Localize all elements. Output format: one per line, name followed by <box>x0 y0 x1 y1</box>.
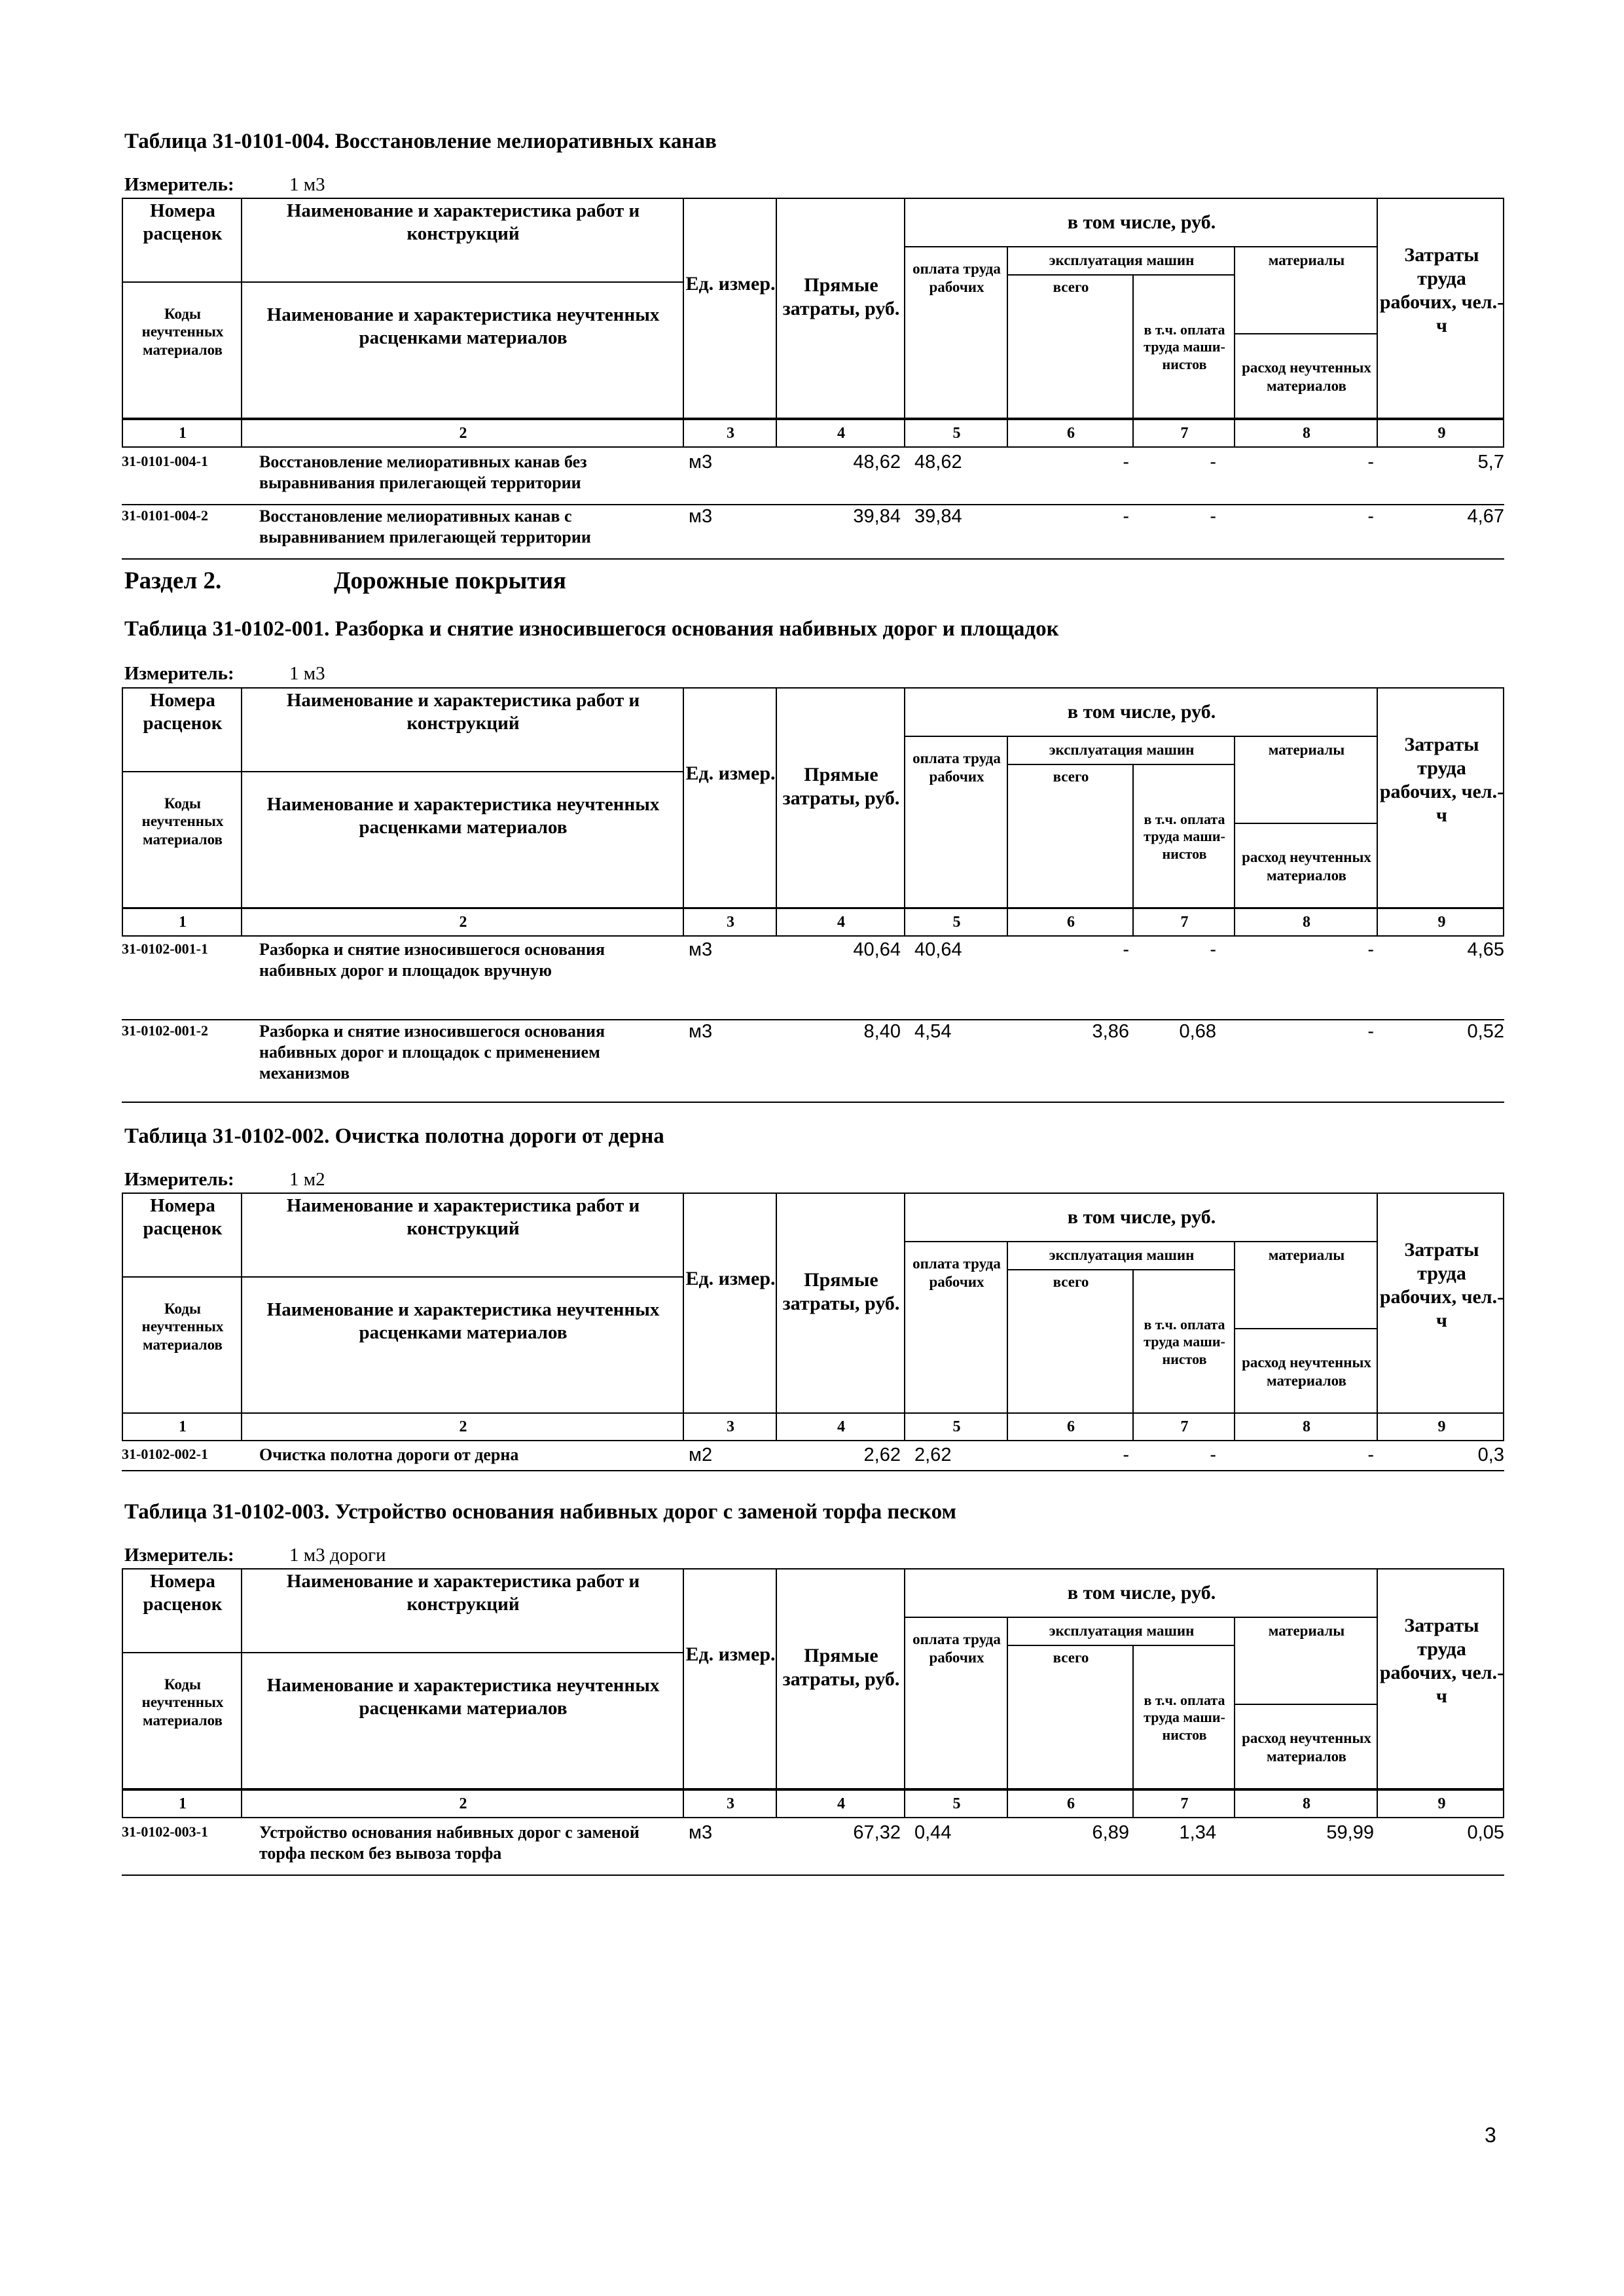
measure-value: 1 м3 дороги <box>289 1545 386 1566</box>
header-materialy: материалы <box>1268 1622 1345 1639</box>
column-number: 8 <box>1303 913 1310 931</box>
header-naim-neuch: Наименование и характеристика неучтенных расценками материалов <box>266 304 660 348</box>
measure-value: 1 м2 <box>289 1169 325 1190</box>
row-direct-cost: 40,64 <box>853 939 901 960</box>
header-ed: Ед. измер. <box>685 273 776 295</box>
column-number: 5 <box>952 913 961 931</box>
column-number: 8 <box>1303 1418 1310 1435</box>
row-direct-cost: 48,62 <box>853 452 901 473</box>
column-number: 1 <box>179 1795 187 1812</box>
row-labor-cost: 0,44 <box>914 1822 952 1843</box>
column-number: 6 <box>1067 424 1075 442</box>
header-rashod: расход неучтенных материалов <box>1242 359 1371 394</box>
row-direct-cost: 8,40 <box>863 1021 901 1042</box>
row-materials: - <box>1367 452 1374 473</box>
row-machinist-labor: - <box>1210 939 1216 960</box>
row-code: 31-0102-002-1 <box>122 1446 208 1462</box>
row-labor-cost: 40,64 <box>914 939 962 960</box>
column-number: 9 <box>1437 1795 1446 1812</box>
header-vtch: в т.ч. оплата труда маши- нистов <box>1144 321 1225 372</box>
page-number: 3 <box>1485 2123 1496 2147</box>
measure-line <box>124 663 583 685</box>
header-oplata: оплата труда рабочих <box>912 260 1001 295</box>
column-number: 2 <box>459 1795 467 1812</box>
header-ed: Ед. измер. <box>685 762 776 784</box>
column-number: 7 <box>1180 913 1189 931</box>
table-header <box>122 687 1504 908</box>
row-separator <box>122 504 1504 505</box>
column-number: 7 <box>1180 1418 1189 1435</box>
measure-line <box>124 1545 583 1566</box>
header-rashod: расход неучтенных материалов <box>1242 1354 1371 1389</box>
header-nomera: Номера расценок <box>143 1195 223 1239</box>
header-naim-neuch: Наименование и характеристика неучтенных расценками материалов <box>266 1299 660 1343</box>
measure-label: Измеритель: <box>124 663 234 684</box>
row-machinist-labor: 0,68 <box>1179 1021 1216 1042</box>
row-materials: - <box>1367 1021 1374 1042</box>
column-number: 2 <box>459 913 467 931</box>
header-v-tom: в том числе, руб. <box>1067 1582 1216 1604</box>
column-number: 3 <box>727 913 734 931</box>
row-separator <box>122 1102 1504 1103</box>
column-number: 9 <box>1437 1418 1446 1435</box>
row-machine-cost: 6,89 <box>1092 1822 1129 1843</box>
header-oplata: оплата труда рабочих <box>912 750 1001 785</box>
row-name: Восстановление мелиоративных канав без выравнивания прилегающей территории <box>259 452 587 493</box>
row-code: 31-0101-004-1 <box>122 453 208 469</box>
row-machinist-labor: - <box>1210 506 1216 527</box>
header-oplata: оплата труда рабочих <box>912 1255 1001 1290</box>
row-machine-cost: - <box>1123 452 1129 473</box>
row-machine-cost: - <box>1123 939 1129 960</box>
row-name: Разборка и снятие износившегося основания набивных дорог и площадок с применением механизмов <box>259 1022 605 1083</box>
header-nomera: Номера расценок <box>143 200 223 244</box>
column-number: 4 <box>837 1418 845 1435</box>
table-row <box>0 506 1624 558</box>
column-number: 5 <box>952 1795 961 1812</box>
row-separator <box>122 558 1504 560</box>
row-unit: м3 <box>689 506 713 527</box>
column-number-row <box>122 1412 1504 1441</box>
header-zatraty: Затраты труда рабочих, чел.-ч <box>1379 734 1504 826</box>
header-vtch: в т.ч. оплата труда маши- нистов <box>1144 1316 1225 1367</box>
header-rashod: расход неучтенных материалов <box>1242 848 1371 884</box>
row-separator <box>122 1019 1504 1020</box>
row-labor-hours: 4,67 <box>1467 506 1504 527</box>
column-number: 2 <box>459 1418 467 1435</box>
header-ed: Ед. измер. <box>685 1268 776 1289</box>
row-materials: - <box>1367 506 1374 527</box>
header-ekspl: эксплуатация машин <box>1049 1246 1195 1263</box>
column-number: 1 <box>179 1418 187 1435</box>
header-kody: Коды неучтенных материалов <box>141 1676 224 1729</box>
row-separator <box>122 1470 1504 1471</box>
row-machine-cost: - <box>1123 1444 1129 1465</box>
table-title: Таблица 31-0102-001. Разборка и снятие износившегося основания набивных дорог и площадок <box>124 617 1059 641</box>
column-number: 5 <box>952 1418 961 1435</box>
row-name: Разборка и снятие износившегося основания набивных дорог и площадок вручную <box>259 940 605 980</box>
column-number: 7 <box>1180 1795 1189 1812</box>
header-oplata: оплата труда рабочих <box>912 1631 1001 1666</box>
measure-label: Измеритель: <box>124 1169 234 1190</box>
column-number: 8 <box>1303 1795 1310 1812</box>
row-direct-cost: 2,62 <box>863 1444 901 1465</box>
row-name: Очистка полотна дороги от дерна <box>259 1445 519 1464</box>
header-rashod: расход неучтенных материалов <box>1242 1729 1371 1765</box>
column-number: 9 <box>1437 424 1446 442</box>
header-vsego: всего <box>1053 1649 1089 1666</box>
header-vtch: в т.ч. оплата труда маши- нистов <box>1144 810 1225 862</box>
row-name: Восстановление мелиоративных канав с выравниванием прилегающей территории <box>259 507 591 547</box>
row-machine-cost: 3,86 <box>1092 1021 1129 1042</box>
row-machinist-labor: 1,34 <box>1179 1822 1216 1843</box>
header-vsego: всего <box>1053 768 1089 785</box>
header-naim-neuch: Наименование и характеристика неучтенных расценками материалов <box>266 1675 660 1719</box>
row-materials: - <box>1367 1444 1374 1465</box>
table-row <box>0 1822 1624 1874</box>
row-unit: м3 <box>689 1021 713 1042</box>
column-number: 6 <box>1067 1795 1075 1812</box>
row-labor-hours: 0,05 <box>1467 1822 1504 1843</box>
header-vtch: в т.ч. оплата труда маши- нистов <box>1144 1691 1225 1743</box>
header-naim-neuch: Наименование и характеристика неучтенных расценками материалов <box>266 794 660 838</box>
column-number: 1 <box>179 913 187 931</box>
table-row <box>0 452 1624 504</box>
header-pryamye: Прямые затраты, руб. <box>782 274 900 319</box>
row-labor-hours: 0,52 <box>1467 1021 1504 1042</box>
row-labor-cost: 48,62 <box>914 452 962 473</box>
row-code: 31-0102-003-1 <box>122 1823 208 1840</box>
row-code: 31-0101-004-2 <box>122 507 208 524</box>
column-number: 3 <box>727 424 734 442</box>
row-machinist-labor: - <box>1210 452 1216 473</box>
row-labor-hours: 4,65 <box>1467 939 1504 960</box>
column-number: 9 <box>1437 913 1446 931</box>
row-name: Устройство основания набивных дорог с заменой торфа песком без вывоза торфа <box>259 1823 640 1863</box>
header-zatraty: Затраты труда рабочих, чел.-ч <box>1379 244 1504 336</box>
measure-label: Измеритель: <box>124 174 234 195</box>
column-number: 3 <box>727 1418 734 1435</box>
row-unit: м3 <box>689 452 713 473</box>
header-v-tom: в том числе, руб. <box>1067 701 1216 723</box>
column-number: 5 <box>952 424 961 442</box>
header-naim: Наименование и характеристика работ и конструкций <box>286 200 640 244</box>
table-title: Таблица 31-0101-004. Восстановление мелиоративных канав <box>124 130 717 153</box>
header-ekspl: эксплуатация машин <box>1049 741 1195 758</box>
header-naim: Наименование и характеристика работ и конструкций <box>286 1195 640 1239</box>
table-header <box>122 1568 1504 1789</box>
row-materials: 59,99 <box>1326 1822 1374 1843</box>
row-labor-hours: 0,3 <box>1477 1444 1504 1465</box>
table-header <box>122 1193 1504 1414</box>
measure-label: Измеритель: <box>124 1545 234 1566</box>
column-number: 7 <box>1180 424 1189 442</box>
column-number-row <box>122 419 1504 448</box>
measure-line <box>124 1169 583 1191</box>
header-pryamye: Прямые затраты, руб. <box>782 764 900 809</box>
table-row <box>0 939 1624 992</box>
column-number: 2 <box>459 424 467 442</box>
row-labor-cost: 2,62 <box>914 1444 952 1465</box>
table-row <box>0 1021 1624 1083</box>
header-vsego: всего <box>1053 279 1089 296</box>
header-nomera: Номера расценок <box>143 690 223 734</box>
section-title: Дорожные покрытия <box>334 567 566 594</box>
row-code: 31-0102-001-2 <box>122 1022 208 1039</box>
row-direct-cost: 39,84 <box>853 506 901 527</box>
row-labor-cost: 39,84 <box>914 506 962 527</box>
column-number: 4 <box>837 1795 845 1812</box>
row-labor-cost: 4,54 <box>914 1021 952 1042</box>
header-pryamye: Прямые затраты, руб. <box>782 1269 900 1314</box>
header-kody: Коды неучтенных материалов <box>141 795 224 848</box>
column-number: 4 <box>837 424 845 442</box>
column-number-row <box>122 908 1504 937</box>
header-materialy: материалы <box>1268 1246 1345 1263</box>
header-vsego: всего <box>1053 1274 1089 1291</box>
column-number: 8 <box>1303 424 1310 442</box>
header-zatraty: Затраты труда рабочих, чел.-ч <box>1379 1615 1504 1707</box>
measure-value: 1 м3 <box>289 663 325 684</box>
row-code: 31-0102-001-1 <box>122 941 208 957</box>
header-v-tom: в том числе, руб. <box>1067 1206 1216 1228</box>
header-materialy: материалы <box>1268 251 1345 268</box>
column-number: 1 <box>179 424 187 442</box>
header-naim: Наименование и характеристика работ и конструкций <box>286 1571 640 1615</box>
table-header <box>122 198 1504 419</box>
header-ed: Ед. измер. <box>685 1643 776 1665</box>
row-unit: м2 <box>689 1444 713 1465</box>
row-unit: м3 <box>689 1822 713 1843</box>
row-direct-cost: 67,32 <box>853 1822 901 1843</box>
column-number-row <box>122 1789 1504 1818</box>
header-naim: Наименование и характеристика работ и конструкций <box>286 690 640 734</box>
header-kody: Коды неучтенных материалов <box>141 1300 224 1353</box>
header-kody: Коды неучтенных материалов <box>141 305 224 358</box>
row-machine-cost: - <box>1123 506 1129 527</box>
row-unit: м3 <box>689 939 713 960</box>
column-number: 4 <box>837 913 845 931</box>
column-number: 6 <box>1067 1418 1075 1435</box>
table-title: Таблица 31-0102-002. Очистка полотна дороги от дерна <box>124 1124 664 1148</box>
header-v-tom: в том числе, руб. <box>1067 211 1216 233</box>
row-machinist-labor: - <box>1210 1444 1216 1465</box>
measure-value: 1 м3 <box>289 174 325 195</box>
header-pryamye: Прямые затраты, руб. <box>782 1645 900 1690</box>
header-ekspl: эксплуатация машин <box>1049 1622 1195 1639</box>
header-ekspl: эксплуатация машин <box>1049 251 1195 268</box>
row-materials: - <box>1367 939 1374 960</box>
column-number: 6 <box>1067 913 1075 931</box>
section-number: Раздел 2. <box>124 567 222 594</box>
header-nomera: Номера расценок <box>143 1571 223 1615</box>
measure-line <box>124 174 583 196</box>
table-title: Таблица 31-0102-003. Устройство основания набивных дорог с заменой торфа песком <box>124 1500 956 1524</box>
header-zatraty: Затраты труда рабочих, чел.-ч <box>1379 1239 1504 1331</box>
header-materialy: материалы <box>1268 741 1345 758</box>
row-labor-hours: 5,7 <box>1477 452 1504 473</box>
row-separator <box>122 1874 1504 1876</box>
column-number: 3 <box>727 1795 734 1812</box>
